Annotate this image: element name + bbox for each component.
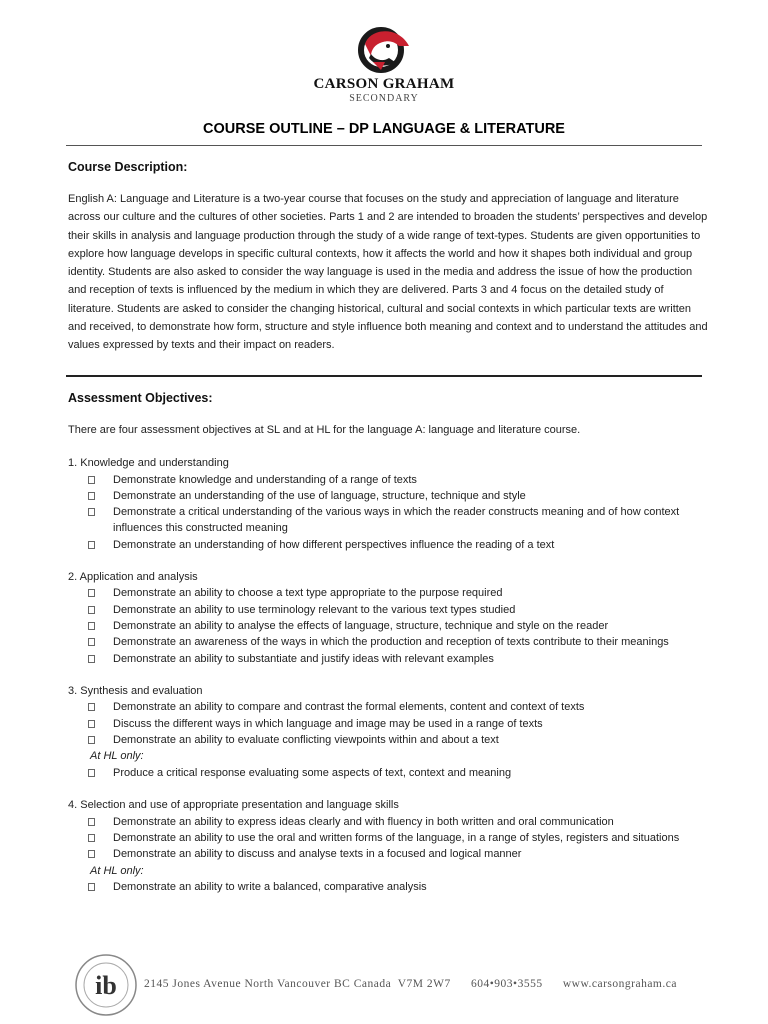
objective-item-text: Demonstrate an ability to use terminology relevant to the various text types studied <box>113 603 516 616</box>
school-subtitle: SECONDARY <box>349 93 419 104</box>
objective-item-text: Demonstrate a critical understanding of the various ways in which the reader constructs meaning and of how context influences this constructed meaning <box>113 506 680 535</box>
objective-item-text: Demonstrate an understanding of how different perspectives influence the reading of a text <box>113 538 555 551</box>
footer-contact <box>144 978 677 990</box>
checkbox-bullet-icon <box>88 703 95 711</box>
checkbox-bullet-icon <box>88 736 95 744</box>
objective-item <box>68 651 708 667</box>
checkbox-bullet-icon <box>88 476 95 484</box>
objective-item-text: Demonstrate an ability to write a balanced, comparative analysis <box>113 881 427 894</box>
objective-item <box>68 879 708 895</box>
objective-item-text: Demonstrate an ability to evaluate conflicting viewpoints within and about a text <box>113 734 499 747</box>
objective-group-title: 1. Knowledge and understanding <box>68 457 229 469</box>
checkbox-bullet-icon <box>88 655 95 663</box>
objective-item-text: Discuss the different ways in which language and image may be used in a range of texts <box>113 717 543 730</box>
objective-item <box>68 732 708 748</box>
hl-only-label: At HL only: <box>90 750 144 763</box>
objective-item <box>68 618 708 634</box>
checkbox-bullet-icon <box>88 720 95 728</box>
objective-item <box>68 830 708 846</box>
objective-item-text: Produce a critical response evaluating some aspects of text, context and meaning <box>113 766 512 779</box>
objective-item <box>68 846 708 862</box>
document-title: COURSE OUTLINE – DP LANGUAGE & LITERATURE <box>203 121 565 137</box>
objective-item <box>68 537 708 553</box>
objective-item <box>68 472 708 488</box>
checkbox-bullet-icon <box>88 589 95 597</box>
checkbox-bullet-icon <box>88 818 95 826</box>
objective-group <box>68 683 708 781</box>
objective-item-text: Demonstrate an ability to discuss and analyse texts in a focused and logical manner <box>113 848 522 861</box>
objective-group <box>68 569 708 667</box>
footer-website: www.carsongraham.ca <box>562 978 677 990</box>
objective-item <box>68 699 708 715</box>
objective-item-text: Demonstrate an understanding of the use of language, structure, technique and style <box>113 489 526 502</box>
checkbox-bullet-icon <box>88 769 95 777</box>
checkbox-bullet-icon <box>88 622 95 630</box>
objective-group-title: 2. Application and analysis <box>68 570 198 583</box>
objective-item <box>68 765 708 781</box>
objective-item <box>68 585 708 601</box>
ib-logo-icon <box>74 953 138 1017</box>
checkbox-bullet-icon <box>88 606 95 614</box>
objectives-list <box>68 455 708 911</box>
objective-group <box>68 797 708 895</box>
objective-group-title: 3. Synthesis and evaluation <box>68 684 203 697</box>
objective-item-text: Demonstrate an ability to compare and contrast the formal elements, content and context of texts <box>113 701 585 714</box>
checkbox-bullet-icon <box>88 834 95 842</box>
checkbox-bullet-icon <box>88 638 95 646</box>
objective-item <box>68 634 708 650</box>
checkbox-bullet-icon <box>88 492 95 500</box>
section-divider <box>66 375 702 377</box>
objective-item <box>68 504 708 537</box>
school-name: CARSON GRAHAM <box>313 76 455 92</box>
objective-item <box>68 488 708 504</box>
objective-item-text: Demonstrate an ability to express ideas clearly and with fluency in both written and oral communication <box>113 815 614 828</box>
school-crest-icon <box>355 22 411 76</box>
assessment-intro: There are four assessment objectives at SL and at HL for the language A: language and literature course. <box>68 424 581 436</box>
objective-item <box>68 716 708 732</box>
objective-item-text: Demonstrate an ability to analyse the effects of language, structure, technique and style on the reader <box>113 620 609 633</box>
objective-group <box>68 455 708 553</box>
objective-item <box>68 814 708 830</box>
objective-item-text: Demonstrate an ability to substantiate and justify ideas with relevant examples <box>113 652 494 665</box>
objective-item-text: Demonstrate knowledge and understanding of a range of texts <box>113 473 417 486</box>
ib-logo-text: ib <box>95 971 117 1000</box>
footer-phone: 604•903•3555 <box>471 978 543 990</box>
course-description-heading: Course Description: <box>68 160 188 174</box>
objective-item-text: Demonstrate an ability to use the oral and written forms of the language, in a range of styles, registers and situations <box>113 831 680 844</box>
checkbox-bullet-icon <box>88 883 95 891</box>
course-description-text: English A: Language and Literature is a two-year course that focuses on the study and appreciation of language and literature across our culture and the cultures of other societies. Parts 1 and 2 are intended to broaden the students’ perspectives and develop their skills in analysis and language production through the study of a wide range of text-types. Students are given opportunities to explore how language develops in specific cultural contexts, how it affects the world and how it shapes both individual and group identity. Students are also asked to consider the way language is used in the media and address the issue of how the production and reception of texts is influenced by the medium in which they are delivered. Parts 3 and 4 focus on the detailed study of literature. Students are asked to consider the changing historical, cultural and social contexts in which particular texts are written and received, to demonstrate how form, structure and style influence both meaning and context and to understand the attitudes and values expressed by texts and their impact on readers. <box>68 193 708 352</box>
checkbox-bullet-icon <box>88 508 95 516</box>
checkbox-bullet-icon <box>88 541 95 549</box>
objective-item <box>68 602 708 618</box>
objective-group-title: 4. Selection and use of appropriate presentation and language skills <box>68 799 399 812</box>
objective-item-text: Demonstrate an awareness of the ways in which the production and reception of texts contribute to their meanings <box>113 636 669 649</box>
checkbox-bullet-icon <box>88 850 95 858</box>
assessment-objectives-heading: Assessment Objectives: <box>68 391 213 405</box>
objective-item-text: Demonstrate an ability to choose a text type appropriate to the purpose required <box>113 587 503 600</box>
title-divider <box>66 145 702 146</box>
hl-only-label: At HL only: <box>90 864 144 877</box>
footer-address: 2145 Jones Avenue North Vancouver BC Canada V7M 2W7 <box>144 978 451 990</box>
